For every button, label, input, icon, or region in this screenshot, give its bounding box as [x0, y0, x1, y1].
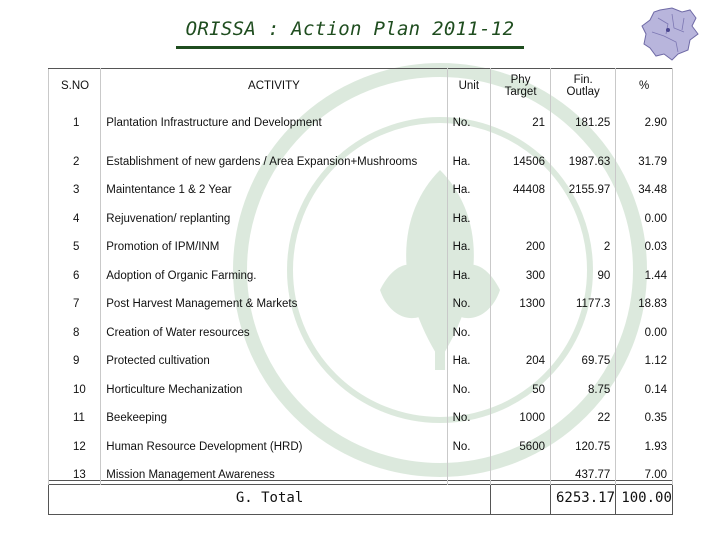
cell-sno: 3 [49, 171, 101, 200]
cell-percent: 31.79 [616, 132, 673, 171]
table-row [49, 313, 673, 342]
header-percent: % [616, 69, 673, 104]
cell-percent: 0.14 [616, 370, 673, 399]
cell-fin-outlay: 69.75 [551, 342, 616, 371]
cell-sno: 1 [49, 103, 101, 132]
cell-phy-target: 1000 [491, 399, 551, 428]
cell-percent: 0.00 [616, 313, 673, 342]
cell-fin-outlay: 437.77 [551, 456, 616, 485]
table-row [49, 103, 673, 132]
cell-sno: 8 [49, 313, 101, 342]
title-bar [0, 14, 720, 49]
cell-phy-target [491, 456, 551, 485]
cell-sno: 7 [49, 285, 101, 314]
cell-unit [447, 456, 491, 485]
cell-sno: 5 [49, 228, 101, 257]
table-row [49, 171, 673, 200]
cell-fin-outlay: 90 [551, 256, 616, 285]
cell-percent: 1.93 [616, 427, 673, 456]
cell-unit: Ha. [447, 199, 491, 228]
cell-percent: 7.00 [616, 456, 673, 485]
header-unit: Unit [447, 69, 491, 104]
cell-unit: No. [447, 285, 491, 314]
cell-unit: Ha. [447, 342, 491, 371]
cell-activity: Protected cultivation [101, 342, 447, 371]
cell-percent: 2.90 [616, 103, 673, 132]
cell-fin-outlay: 2 [551, 228, 616, 257]
cell-percent: 0.03 [616, 228, 673, 257]
cell-phy-target: 1300 [491, 285, 551, 314]
cell-sno: 4 [49, 199, 101, 228]
cell-percent: 34.48 [616, 171, 673, 200]
cell-sno: 11 [49, 399, 101, 428]
cell-fin-outlay: 1177.3 [551, 285, 616, 314]
table-row [49, 370, 673, 399]
cell-sno: 13 [49, 456, 101, 485]
cell-percent: 1.44 [616, 256, 673, 285]
cell-fin-outlay: 2155.97 [551, 171, 616, 200]
cell-fin-outlay: 181.25 [551, 103, 616, 132]
cell-phy-target [491, 313, 551, 342]
cell-fin-outlay: 22 [551, 399, 616, 428]
cell-activity: Plantation Infrastructure and Development [101, 103, 447, 132]
cell-fin-outlay: 8.75 [551, 370, 616, 399]
table-row [49, 256, 673, 285]
action-plan-table [48, 68, 673, 515]
header-sno: S.NO [49, 69, 101, 104]
cell-unit: No. [447, 427, 491, 456]
cell-unit: No. [447, 399, 491, 428]
cell-phy-target: 44408 [491, 171, 551, 200]
cell-percent: 0.35 [616, 399, 673, 428]
table-row [49, 399, 673, 428]
cell-fin-outlay: 120.75 [551, 427, 616, 456]
page-title: ORISSA : Action Plan 2011-12 [176, 14, 525, 49]
cell-activity: Maintentance 1 & 2 Year [101, 171, 447, 200]
cell-activity: Rejuvenation/ replanting [101, 199, 447, 228]
cell-unit: Ha. [447, 171, 491, 200]
header-activity: ACTIVITY [101, 69, 447, 104]
cell-percent: 0.00 [616, 199, 673, 228]
cell-sno: 10 [49, 370, 101, 399]
header-fin-outlay: Fin. Outlay [551, 69, 616, 104]
total-fin-outlay: 6253.17 [551, 485, 616, 515]
cell-percent: 1.12 [616, 342, 673, 371]
table-row [49, 285, 673, 314]
cell-activity: Adoption of Organic Farming. [101, 256, 447, 285]
cell-activity: Human Resource Development (HRD) [101, 427, 447, 456]
total-percent: 100.00 [616, 485, 673, 515]
cell-unit: No. [447, 103, 491, 132]
cell-fin-outlay [551, 313, 616, 342]
table-header-row [49, 69, 673, 104]
cell-sno: 12 [49, 427, 101, 456]
cell-percent: 18.83 [616, 285, 673, 314]
cell-activity: Beekeeping [101, 399, 447, 428]
cell-activity: Post Harvest Management & Markets [101, 285, 447, 314]
cell-phy-target: 21 [491, 103, 551, 132]
cell-unit: No. [447, 370, 491, 399]
table-row [49, 427, 673, 456]
table-row [49, 342, 673, 371]
cell-phy-target: 14506 [491, 132, 551, 171]
header-phy-target: Phy Target [491, 69, 551, 104]
table-row [49, 199, 673, 228]
orissa-map-icon [638, 4, 702, 62]
cell-activity: Establishment of new gardens / Area Expansion+Mushrooms [101, 132, 447, 171]
cell-activity: Mission Management Awareness [101, 456, 447, 485]
table-row [49, 456, 673, 485]
cell-activity: Promotion of IPM/INM [101, 228, 447, 257]
cell-fin-outlay: 1987.63 [551, 132, 616, 171]
cell-phy-target: 50 [491, 370, 551, 399]
cell-unit: No. [447, 313, 491, 342]
cell-phy-target: 5600 [491, 427, 551, 456]
table-row [49, 132, 673, 171]
total-label: G. Total [49, 485, 491, 515]
cell-activity: Creation of Water resources [101, 313, 447, 342]
cell-phy-target: 204 [491, 342, 551, 371]
cell-phy-target: 300 [491, 256, 551, 285]
cell-unit: Ha. [447, 228, 491, 257]
total-phy-target [491, 485, 551, 515]
cell-sno: 2 [49, 132, 101, 171]
table-row [49, 228, 673, 257]
cell-phy-target [491, 199, 551, 228]
cell-unit: Ha. [447, 132, 491, 171]
cell-phy-target: 200 [491, 228, 551, 257]
cell-activity: Horticulture Mechanization [101, 370, 447, 399]
total-row [49, 485, 673, 515]
cell-unit: Ha. [447, 256, 491, 285]
cell-fin-outlay [551, 199, 616, 228]
cell-sno: 9 [49, 342, 101, 371]
cell-sno: 6 [49, 256, 101, 285]
